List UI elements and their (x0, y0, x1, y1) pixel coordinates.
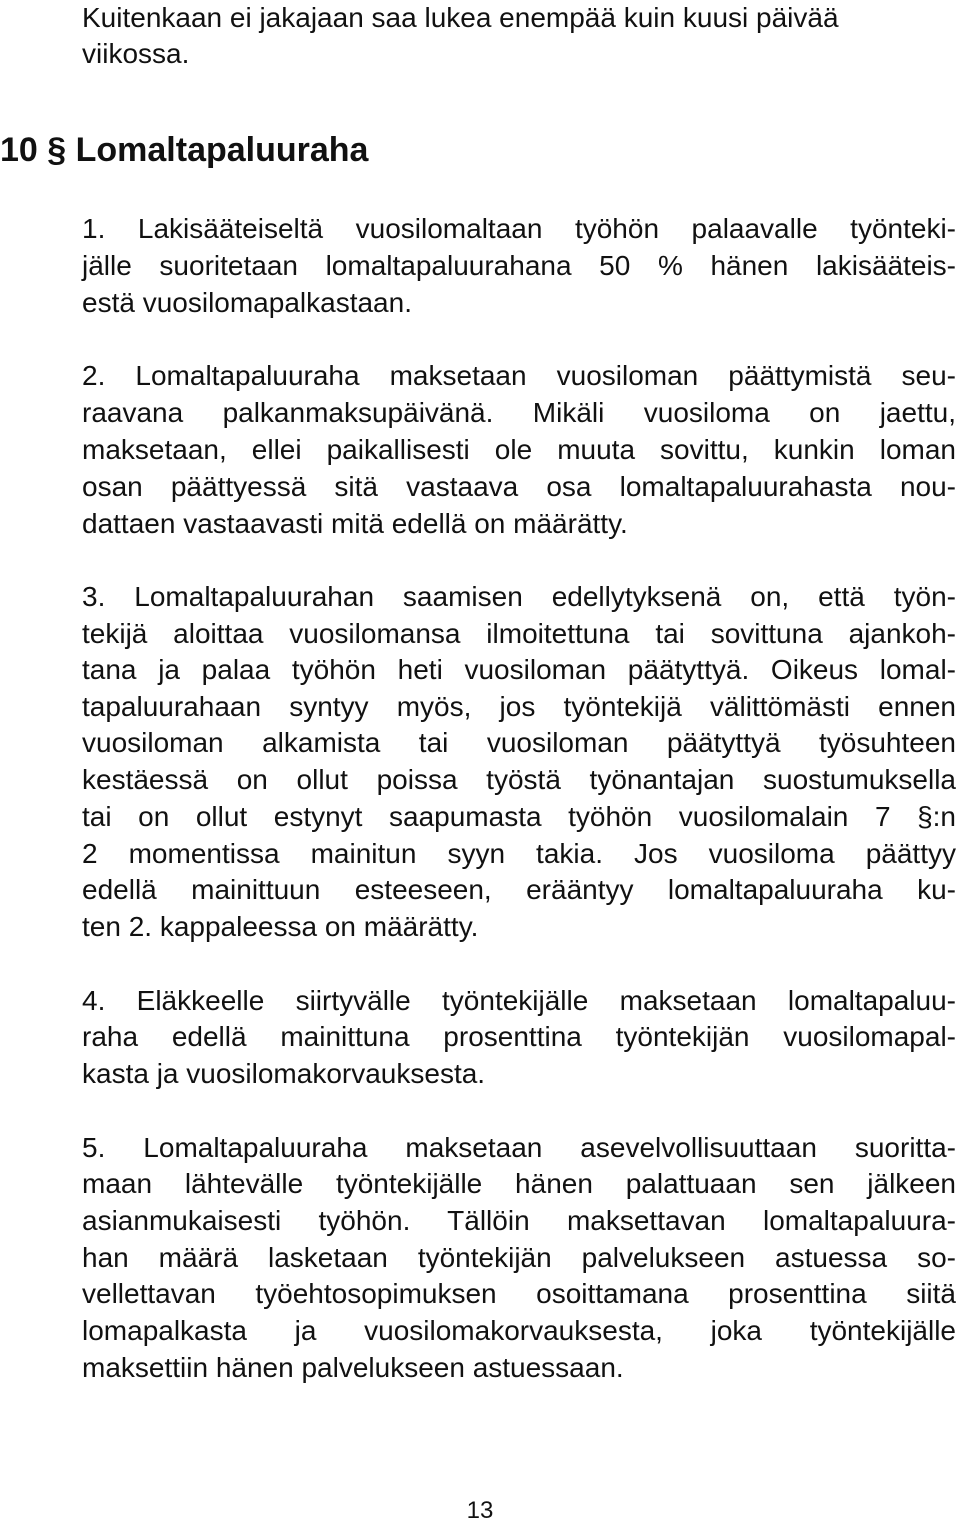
paragraph-5-line-7: maksettiin hänen palvelukseen astuessaan. (82, 1352, 624, 1383)
paragraph-3-line-4: tapaluurahaan syntyy myös, jos työntekijä välittömästi ennen (82, 691, 956, 722)
paragraph-4-line-3: kasta ja vuosilomakorvauksesta. (82, 1058, 486, 1089)
paragraph-3-line-6: kestäessä on ollut poissa työstä työnantajan suostumuksella (82, 764, 956, 795)
paragraph-4-line-2: raha edellä mainittuna prosenttina työntekijän vuosilomapal- (82, 1021, 956, 1052)
section-heading: 10 § Lomaltapaluuraha (0, 131, 369, 169)
paragraph-2-line-3: maksetaan, ellei paikallisesti ole muuta sovittu, kunkin loman (82, 434, 956, 465)
paragraph-2-line-5: dattaen vastaavasti mitä edellä on määrätty. (82, 508, 628, 539)
paragraph-5-line-6: lomapalkasta ja vuosilomakorvauksesta, joka työntekijälle (82, 1315, 956, 1346)
paragraph-3-line-1: 3. Lomaltapaluurahan saamisen edellytyksenä on, että työn- (82, 581, 956, 612)
page-number: 13 (466, 1497, 494, 1524)
paragraph-3-line-10: ten 2. kappaleessa on määrätty. (82, 911, 479, 942)
paragraph-4-line-1: 4. Eläkkeelle siirtyvälle työntekijälle maksetaan lomaltapaluu- (82, 985, 956, 1016)
paragraph-3-line-8: 2 momentissa mainitun syyn takia. Jos vuosiloma päättyy (82, 838, 956, 869)
paragraph-3-line-3: tana ja palaa työhön heti vuosiloman päätyttyä. Oikeus lomal- (82, 654, 956, 685)
paragraph-2-line-1: 2. Lomaltapaluuraha maksetaan vuosiloman päättymistä seu- (82, 360, 956, 391)
paragraph-3-line-7: tai on ollut estynyt saapumasta työhön vuosilomalain 7 §:n (82, 801, 956, 832)
paragraph-3-line-5: vuosiloman alkamista tai vuosiloman päätyttyä työsuhteen (82, 727, 956, 758)
paragraph-2-line-2: raavana palkanmaksupäivänä. Mikäli vuosiloma on jaettu, (82, 397, 956, 428)
paragraph-1-line-2: jälle suoritetaan lomaltapaluurahana 50 % hänen lakisääteis- (82, 250, 956, 281)
paragraph-3-line-2: tekijä aloittaa vuosilomansa ilmoitettuna tai sovittuna ajankoh- (82, 618, 956, 649)
paragraph-5-line-4: han määrä lasketaan työntekijän palvelukseen astuessa so- (82, 1242, 956, 1273)
paragraph-5-line-2: maan lähtevälle työntekijälle hänen palattuaan sen jälkeen (82, 1168, 956, 1199)
paragraph-5-line-1: 5. Lomaltapaluuraha maksetaan asevelvollisuuttaan suoritta- (82, 1132, 956, 1163)
paragraph-2-line-4: osan päättyessä sitä vastaava osa lomaltapaluurahasta nou- (82, 471, 956, 502)
paragraph-1-line-1: 1. Lakisääteiseltä vuosilomaltaan työhön palaavalle työnteki- (82, 213, 956, 244)
paragraph-3-line-9: edellä mainittuun esteeseen, erääntyy lomaltapaluuraha ku- (82, 874, 956, 905)
paragraph-5-line-3: asianmukaisesti työhön. Tällöin maksettavan lomaltapaluura- (82, 1205, 956, 1236)
paragraph-5-line-5: vellettavan työehtosopimuksen osoittamana prosenttina siitä (82, 1278, 956, 1309)
paragraph-1-line-3: estä vuosilomapalkastaan. (82, 287, 412, 318)
intro-line-2: viikossa. (82, 38, 190, 69)
intro-line-1: Kuitenkaan ei jakajaan saa lukea enempää kuin kuusi päivää (82, 2, 839, 33)
